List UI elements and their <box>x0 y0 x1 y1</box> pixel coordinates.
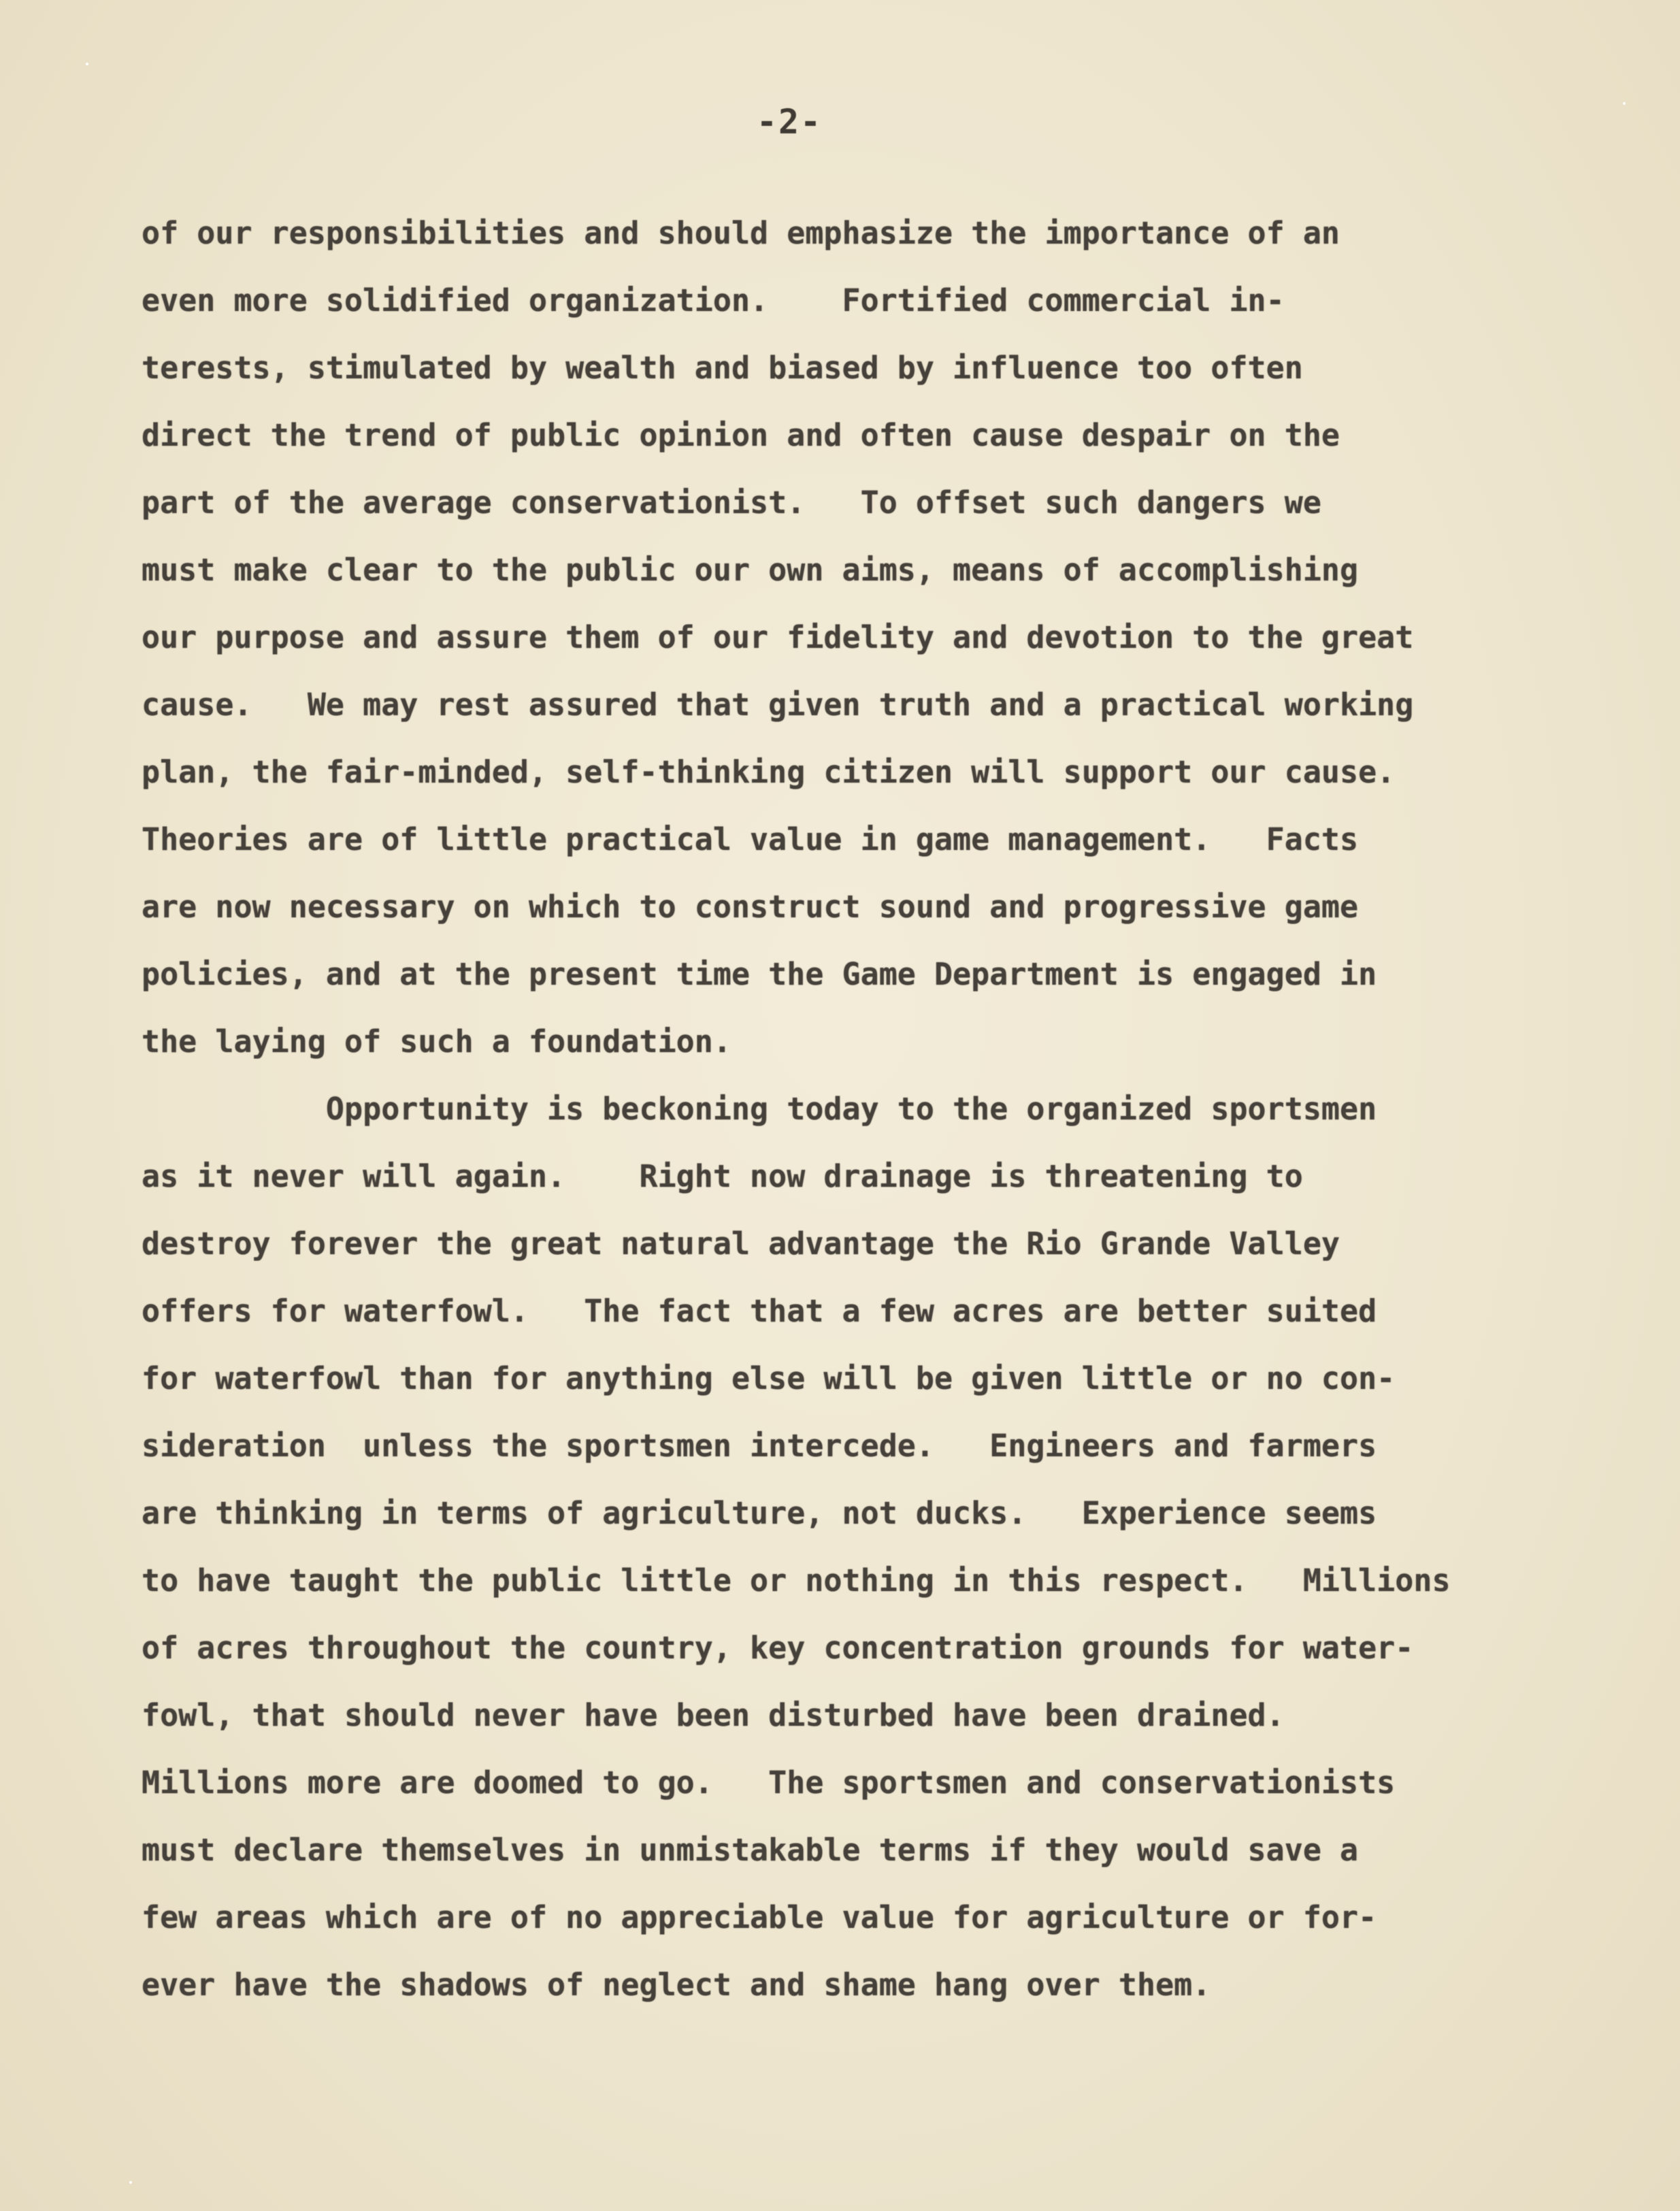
text-line: even more solidified organization. Fortified commercial in- <box>142 282 1285 318</box>
paper-speck <box>1623 102 1626 105</box>
text-line: to have taught the public little or nothing in this respect. Millions <box>142 1562 1451 1599</box>
text-line: direct the trend of public opinion and often cause despair on the <box>142 417 1340 453</box>
text-line: our purpose and assure them of our fidelity and devotion to the great <box>142 619 1414 655</box>
text-line: terests, stimulated by wealth and biased by influence too often <box>142 350 1303 386</box>
text-line: Millions more are doomed to go. The sportsmen and conservationists <box>142 1765 1396 1801</box>
text-line: destroy forever the great natural advantage the Rio Grande Valley <box>142 1226 1340 1262</box>
text-line: are now necessary on which to construct sound and progressive game <box>142 889 1359 925</box>
text-line: part of the average conservationist. To offset such dangers we <box>142 485 1321 521</box>
paper-speck <box>129 2181 132 2184</box>
text-line: Theories are of little practical value in game management. Facts <box>142 821 1359 857</box>
text-line: the laying of such a foundation. <box>142 1023 731 1060</box>
text-line: as it never will again. Right now drainage is threatening to <box>142 1158 1303 1194</box>
page-number: -2- <box>756 102 823 142</box>
text-line: of acres throughout the country, key concentration grounds for water- <box>142 1630 1414 1666</box>
text-line: plan, the fair-minded, self-thinking citizen will support our cause. <box>142 754 1396 790</box>
text-line: are thinking in terms of agriculture, not ducks. Experience seems <box>142 1495 1377 1531</box>
text-line: sideration unless the sportsmen intercede. Engineers and farmers <box>142 1428 1377 1464</box>
text-line: cause. We may rest assured that given truth and a practical working <box>142 687 1414 723</box>
text-line: for waterfowl than for anything else will be given little or no con- <box>142 1360 1396 1396</box>
text-line: must make clear to the public our own aims, means of accomplishing <box>142 552 1359 588</box>
paragraph-start-line: Opportunity is beckoning today to the organized sportsmen <box>142 1091 1377 1127</box>
text-line: few areas which are of no appreciable value for agriculture or for- <box>142 1899 1377 1935</box>
text-line: offers for waterfowl. The fact that a few acres are better suited <box>142 1293 1377 1329</box>
text-line: ever have the shadows of neglect and shame hang over them. <box>142 1967 1211 2003</box>
text-line: policies, and at the present time the Game Department is engaged in <box>142 956 1377 992</box>
text-line: of our responsibilities and should emphasize the importance of an <box>142 215 1340 251</box>
paper-speck <box>86 63 88 65</box>
text-line: fowl, that should never have been disturbed have been drained. <box>142 1697 1285 1733</box>
text-line: must declare themselves in unmistakable terms if they would save a <box>142 1832 1359 1868</box>
